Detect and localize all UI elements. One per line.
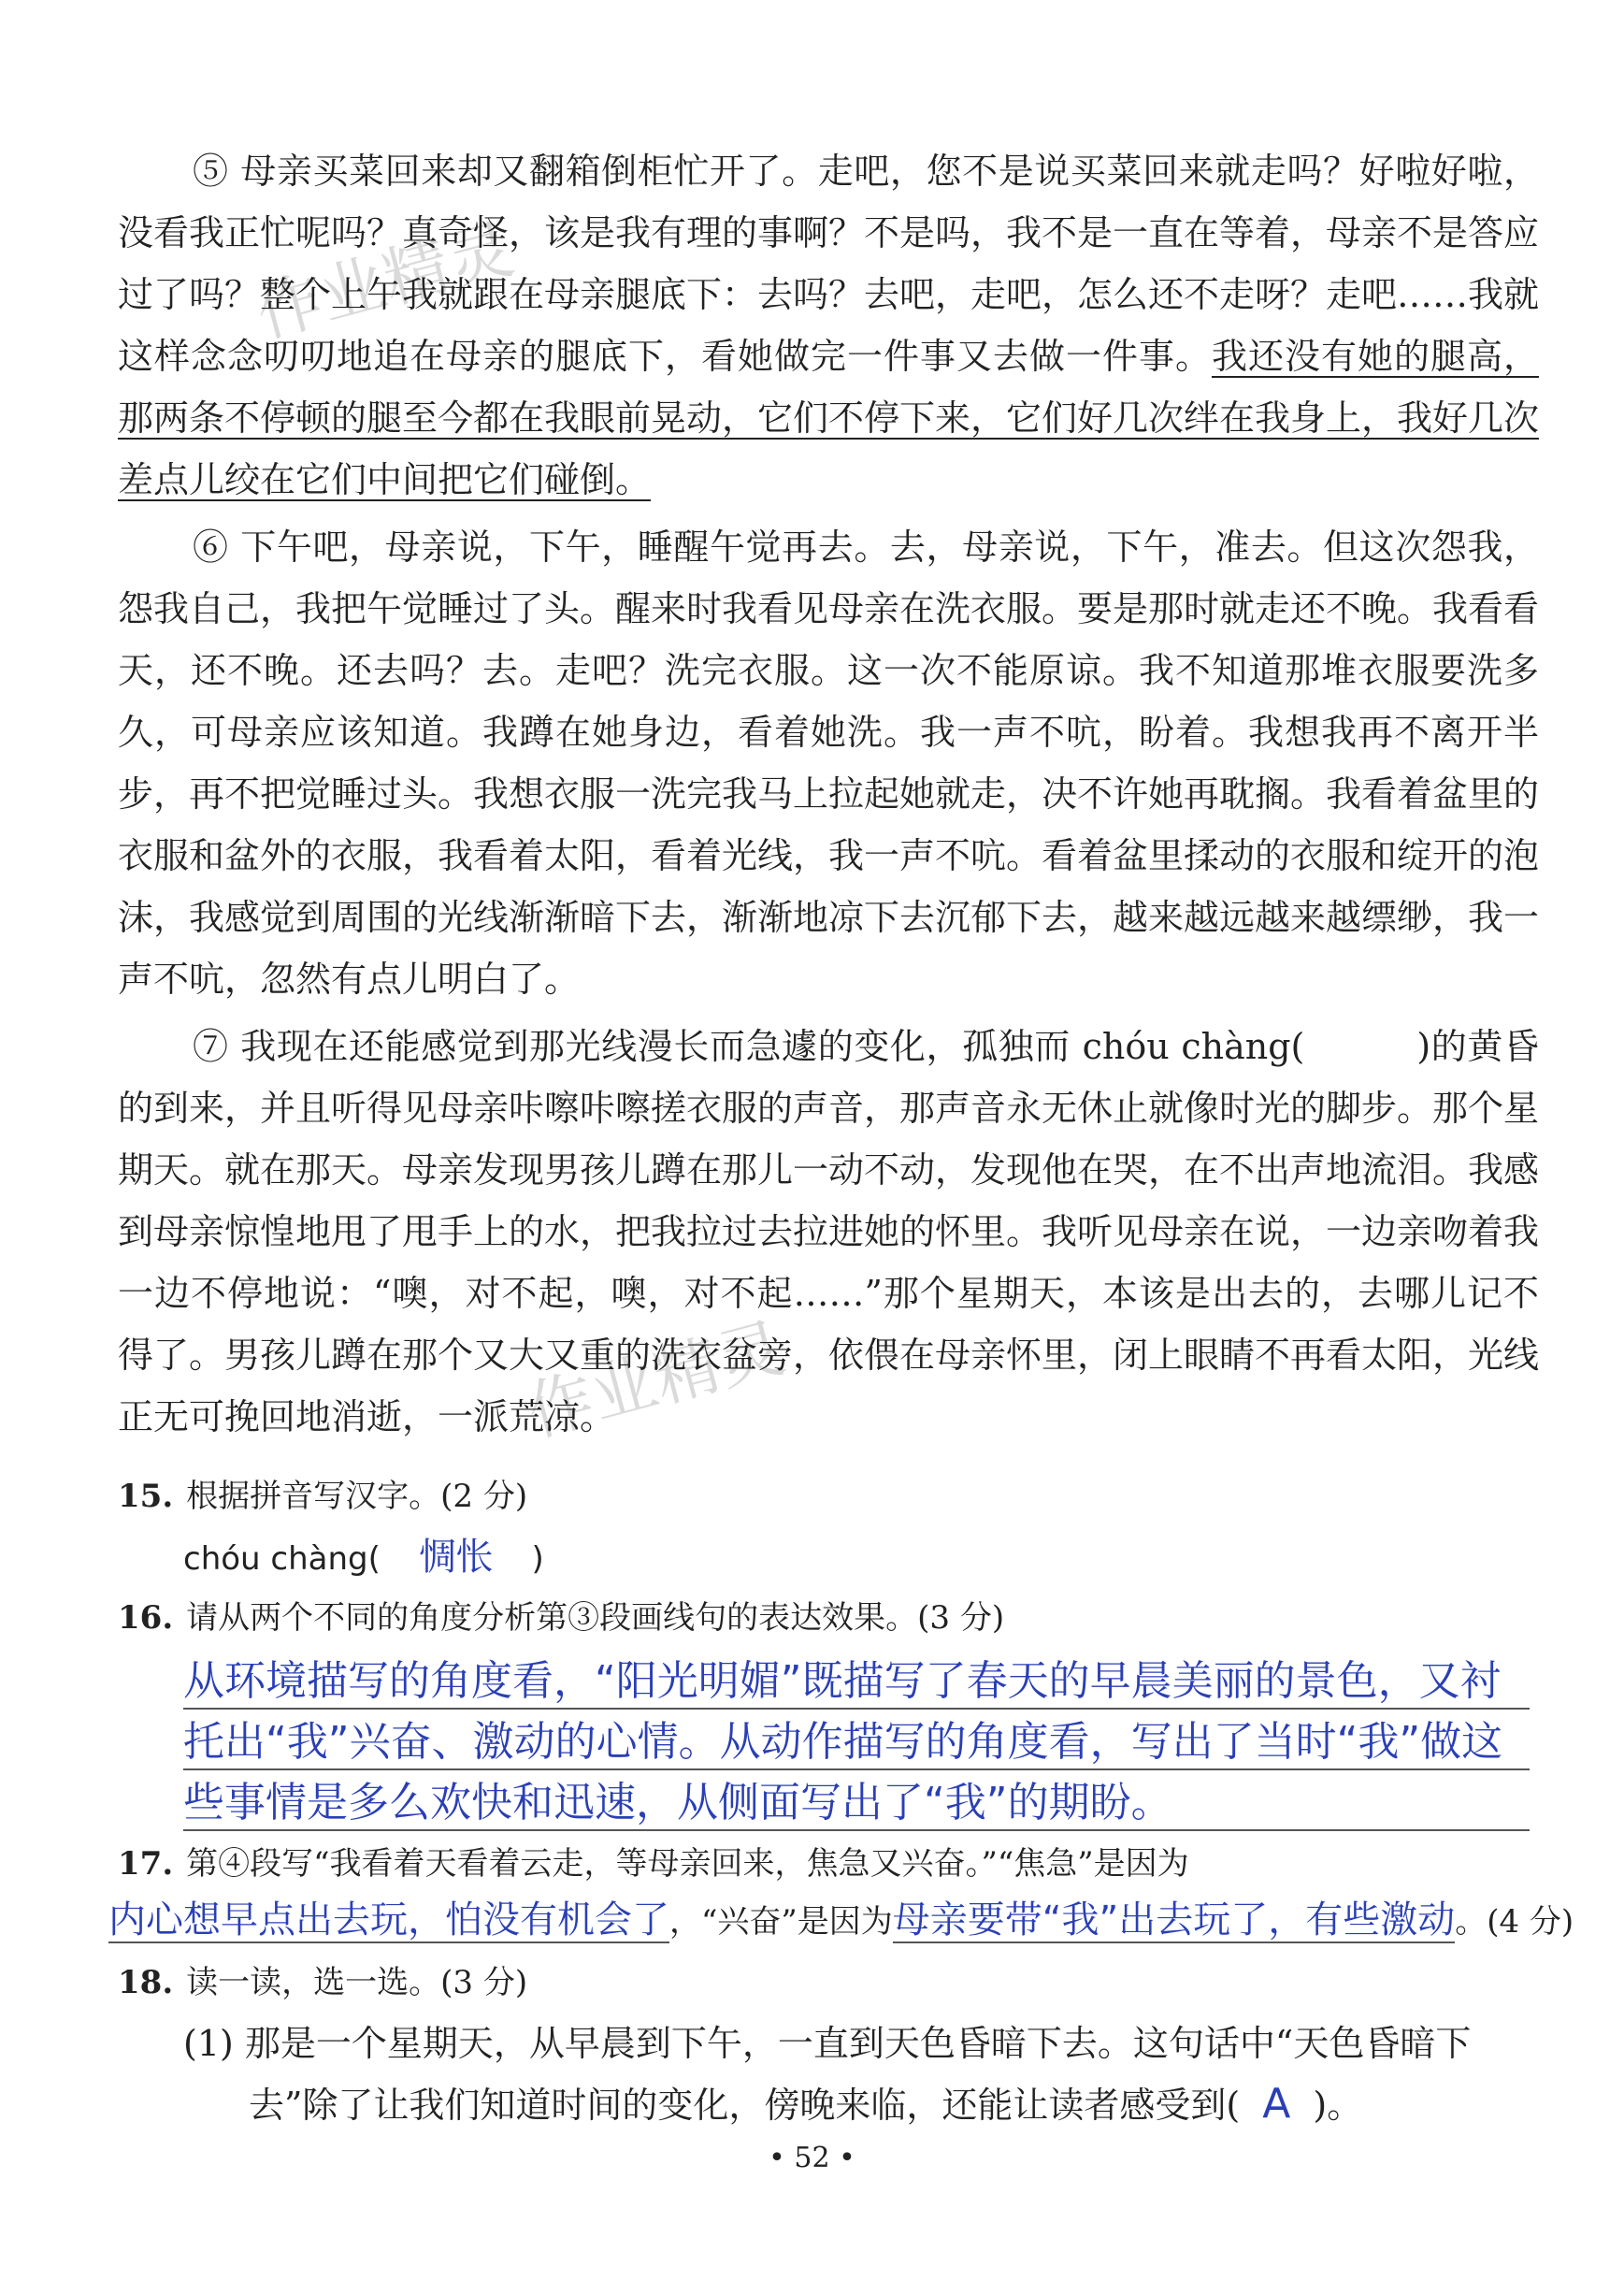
question-17-prompt: 第④段写“我看着天看着云走，等母亲回来，焦急又兴奋。”“焦急”是因为	[186, 1845, 1189, 1883]
paragraph-5	[118, 140, 1539, 511]
paragraph-7-text-b: )的黄昏的到来，并且听得见母亲咔嚓咔嚓搓衣服的声音，那声音永无休止就像时光的脚步。那个星期天。就在那天。母亲发现男孩儿蹲在那儿一动不动，发现他在哭，在不出声地流泪。我感到母亲惊惶地甩了甩手上的水，把我拉过去拉进她的怀里。我听见母亲在说，一边亲吻着我一边不停地说：“噢，对不起，噢，对不起……”那个星期天，本该是出去的，去哪儿记不得了。男孩儿蹲在那个又大又重的洗衣盆旁，依偎在母亲怀里，闭上眼睛不再看太阳，光线正无可挽回地消逝，一派荒凉。	[118, 1026, 1540, 1437]
watermark-top: 作业精灵	[248, 209, 522, 353]
question-17-mid: ，“兴奋”是因为	[669, 1903, 893, 1941]
paragraph-7	[118, 1016, 1539, 1448]
paragraph-5-underlined-sentence: 我还没有她的腿高，那两条不停顿的腿至今都在我眼前晃动，它们不停下来，它们好几次绊在我身上，我好几次差点儿绞在它们中间把它们碰倒。	[118, 336, 1540, 500]
question-18	[118, 1959, 527, 2006]
question-16-answer-line-2[interactable]: 托出“我”兴奋、激动的心情。从动作描写的角度看，写出了当时“我”做这	[183, 1716, 1530, 1770]
question-17-answer-2[interactable]: 母亲要带“我”出去玩了，有些激动	[892, 1898, 1456, 1941]
question-18-sub1-close: )。	[1313, 2085, 1363, 2126]
question-18-sub1-line-1: (1) 那是一个星期天，从早晨到下午，一直到天色昏暗下去。这句话中“天色昏暗下	[183, 2023, 1472, 2064]
question-15-number: 15.	[118, 1478, 174, 1515]
question-18-prompt: 读一读，选一选。(3 分)	[186, 1964, 528, 2001]
question-18-sub1-line-2	[249, 2076, 1362, 2133]
question-15-answer-row	[183, 1534, 544, 1582]
question-17-number: 17.	[118, 1845, 174, 1883]
question-17-line-2	[108, 1894, 1574, 1948]
question-15-answer[interactable]: 惆怅	[418, 1536, 494, 1579]
question-18-sub1-answer[interactable]: A	[1262, 2080, 1291, 2128]
question-17-line-1	[118, 1838, 1189, 1890]
question-16-prompt: 请从两个不同的角度分析第③段画线句的表达效果。(3 分)	[186, 1599, 1005, 1637]
question-16-number: 16.	[118, 1599, 174, 1637]
question-15-pinyin: chóu chàng(	[183, 1540, 381, 1578]
question-16-answer-line-3[interactable]: 些事情是多么欢快和迅速，从侧面写出了“我”的期盼。	[183, 1777, 1530, 1831]
question-18-number: 18.	[118, 1964, 174, 2001]
question-16-answer-line-1[interactable]: 从环境描写的角度看，“阳光明媚”既描写了春天的早晨美丽的景色，又衬	[183, 1655, 1530, 1710]
paragraph-5-text: ⑤ 母亲买菜回来却又翻箱倒柜忙开了。走吧，您不是说买菜回来就走吗？好啦好啦，没看我正忙呢吗？真奇怪，该是我有理的事啊？不是吗，我不是一直在等着，母亲不是答应过了吗？整个上午我就跟在母亲腿底下：去吗？去吧，走吧，怎么还不走呀？走吧……我就这样念念叨叨地追在母亲的腿底下，看她做完一件事又去做一件事。	[118, 151, 1540, 377]
question-16	[118, 1595, 1004, 1641]
question-15-prompt: 根据拼音写汉字。(2 分)	[186, 1478, 528, 1515]
question-17-end: 。(4 分)	[1455, 1903, 1574, 1941]
question-18-sub1-text: 去”除了让我们知道时间的变化，傍晚来临，还能让读者感受到(	[249, 2085, 1241, 2126]
page-number: • 52 •	[769, 2142, 855, 2174]
paragraph-6: ⑥ 下午吧，母亲说，下午，睡醒午觉再去。去，母亲说，下午，准去。但这次怨我，怨我自己，我把午觉睡过了头。醒来时我看见母亲在洗衣服。要是那时就走还不晚。我看看天，还不晚。还去吗？去。走吧？洗完衣服。这一次不能原谅。我不知道那堆衣服要洗多久，可母亲应该知道。我蹲在她身边，看着她洗。我一声不吭，盼着。我想我再不离开半步，再不把觉睡过头。我想衣服一洗完我马上拉起她就走，决不许她再耽搁。我看着盆里的衣服和盆外的衣服，我看着太阳，看着光线，我一声不吭。看着盆里揉动的衣服和绽开的泡沫，我感觉到周围的光线渐渐暗下去，渐渐地凉下去沉郁下去，越来越远越来越缥缈，我一声不吭，忽然有点儿明白了。	[118, 527, 1540, 1000]
paragraph-7-text-a: ⑦ 我现在还能感觉到那光线漫长而急遽的变化，孤独而 chóu chàng(	[193, 1026, 1305, 1067]
watermark-bottom: 作业精灵	[519, 1308, 793, 1451]
question-15-close-paren: )	[531, 1540, 544, 1578]
question-15	[118, 1473, 527, 1520]
question-17-answer-1[interactable]: 内心想早点出去玩，怕没有机会了	[108, 1898, 669, 1941]
